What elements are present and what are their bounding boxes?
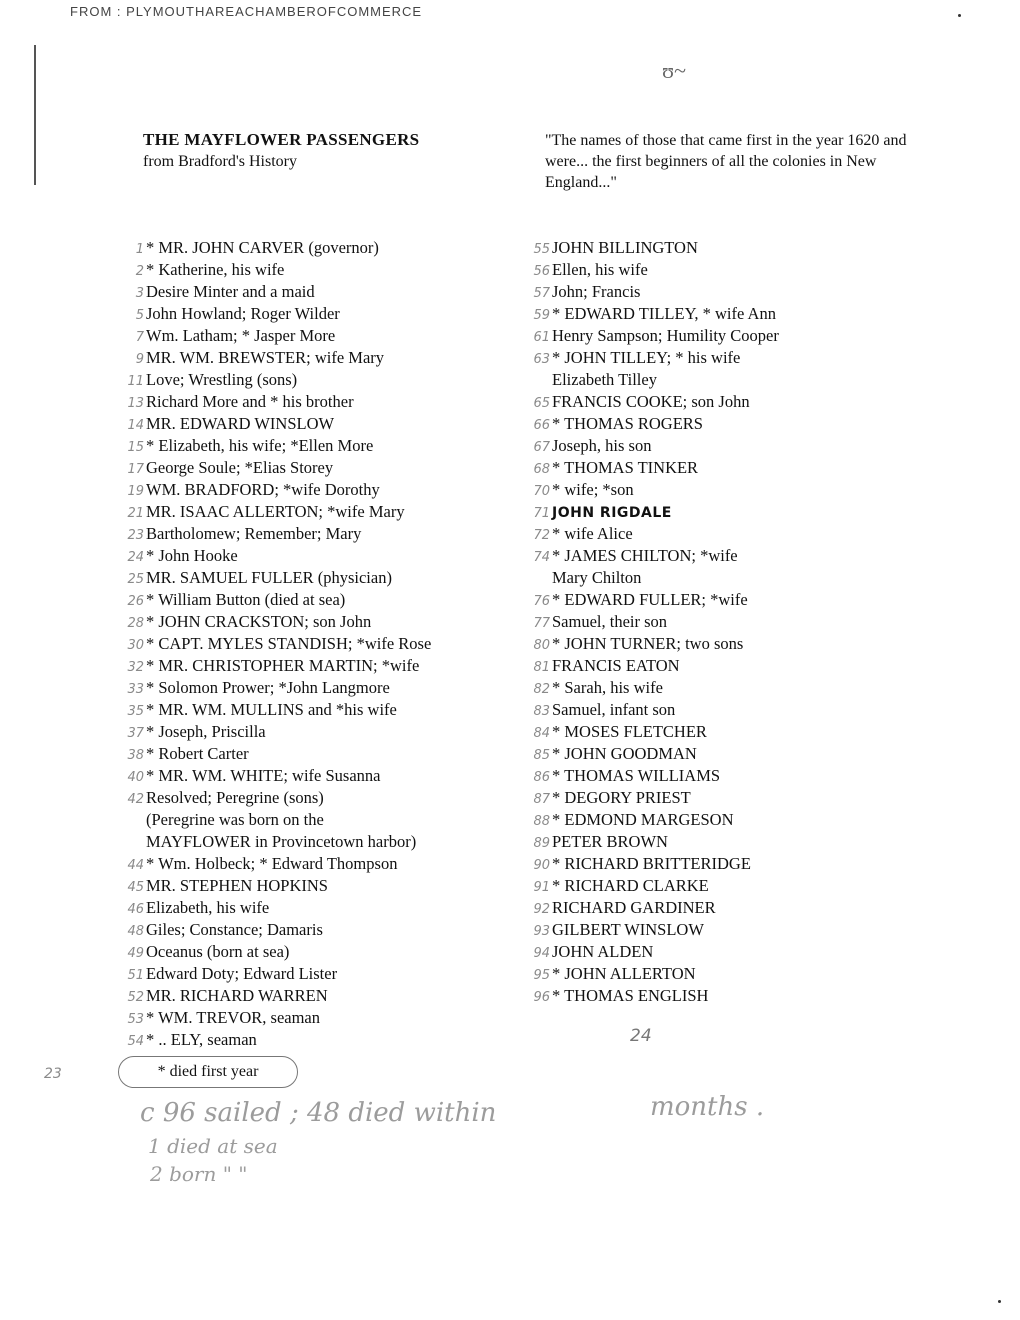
passenger-number: 46 xyxy=(127,902,144,917)
passenger-row xyxy=(116,809,516,831)
passenger-row xyxy=(116,633,516,655)
passenger-number: 40 xyxy=(127,770,144,785)
passenger-name: Samuel, their son xyxy=(552,612,668,631)
passenger-number: 93 xyxy=(533,924,550,939)
passenger-name: RICHARD GARDINER xyxy=(552,898,716,917)
passenger-row xyxy=(522,523,922,545)
passenger-name: PETER BROWN xyxy=(552,832,668,851)
passenger-list-right xyxy=(522,237,922,1007)
passenger-name: * JOHN TURNER; two sons xyxy=(552,634,744,653)
passenger-name: * Elizabeth, his wife; *Ellen More xyxy=(146,436,374,455)
passenger-name: * WM. TREVOR, seaman xyxy=(146,1008,320,1027)
passenger-number: 7 xyxy=(135,330,144,345)
passenger-number: 76 xyxy=(533,594,550,609)
passenger-row xyxy=(522,611,922,633)
passenger-number: 44 xyxy=(127,858,144,873)
pencil-note-line1: c 96 sailed ; 48 died within xyxy=(140,1098,497,1128)
passenger-row xyxy=(522,501,922,523)
passenger-name: * Robert Carter xyxy=(146,744,249,763)
passenger-name: FRANCIS COOKE; son John xyxy=(552,392,750,411)
passenger-name: * JAMES CHILTON; *wife xyxy=(552,546,738,565)
passenger-number: 70 xyxy=(533,484,550,499)
speck xyxy=(958,14,961,17)
passenger-name: * JOHN ALLERTON xyxy=(552,964,696,983)
passenger-name: Richard More and * his brother xyxy=(146,392,354,411)
passenger-row xyxy=(522,787,922,809)
passenger-number: 14 xyxy=(127,418,144,433)
passenger-row xyxy=(116,611,516,633)
passenger-row xyxy=(116,259,516,281)
passenger-row xyxy=(522,765,922,787)
passenger-name: JOHN BILLINGTON xyxy=(552,238,698,257)
passenger-row xyxy=(116,325,516,347)
passenger-row xyxy=(522,303,922,325)
passenger-name: * wife; *son xyxy=(552,480,634,499)
passenger-name: FRANCIS EATON xyxy=(552,656,680,675)
passenger-name: * THOMAS ROGERS xyxy=(552,414,703,433)
passenger-row xyxy=(116,303,516,325)
passenger-number: 82 xyxy=(533,682,550,697)
passenger-row xyxy=(522,237,922,259)
passenger-name: * JOHN TILLEY; * his wife xyxy=(552,348,741,367)
passenger-row xyxy=(522,259,922,281)
passenger-name: * EDMOND MARGESON xyxy=(552,810,734,829)
passenger-number: 21 xyxy=(127,506,144,521)
passenger-row xyxy=(116,545,516,567)
passenger-number: 81 xyxy=(533,660,550,675)
passenger-row xyxy=(522,743,922,765)
passenger-name: MR. WM. BREWSTER; wife Mary xyxy=(146,348,385,367)
passenger-name: * CAPT. MYLES STANDISH; *wife Rose xyxy=(146,634,432,653)
passenger-name: Resolved; Peregrine (sons) xyxy=(146,788,324,807)
passenger-name: * MR. WM. MULLINS and *his wife xyxy=(146,700,397,719)
passenger-number: 67 xyxy=(533,440,550,455)
passenger-name: Love; Wrestling (sons) xyxy=(146,370,298,389)
passenger-row xyxy=(116,589,516,611)
passenger-number: 61 xyxy=(533,330,550,345)
passenger-number: 65 xyxy=(533,396,550,411)
passenger-number: 5 xyxy=(135,308,144,323)
passenger-number: 84 xyxy=(533,726,550,741)
passenger-row xyxy=(116,985,516,1007)
passenger-number: 85 xyxy=(533,748,550,763)
passenger-name: Mary Chilton xyxy=(552,568,642,587)
passenger-row xyxy=(116,347,516,369)
passenger-row xyxy=(116,721,516,743)
passenger-row xyxy=(522,589,922,611)
passenger-name: Ellen, his wife xyxy=(552,260,648,279)
passenger-name: MAYFLOWER in Provincetown harbor) xyxy=(146,832,417,851)
passenger-row xyxy=(522,347,922,369)
passenger-name: Oceanus (born at sea) xyxy=(146,942,290,961)
passenger-number: 72 xyxy=(533,528,550,543)
passenger-number: 74 xyxy=(533,550,550,565)
bradford-quote: "The names of those that came first in the year 1620 and were... the first beginners of all the colonies in New England..." xyxy=(545,132,907,191)
passenger-number: 30 xyxy=(127,638,144,653)
passenger-name: Bartholomew; Remember; Mary xyxy=(146,524,362,543)
passenger-number: 42 xyxy=(127,792,144,807)
passenger-name: MR. ISAAC ALLERTON; *wife Mary xyxy=(146,502,405,521)
passenger-row xyxy=(116,831,516,853)
passenger-row xyxy=(522,897,922,919)
speck xyxy=(998,1300,1001,1303)
passenger-number: 28 xyxy=(127,616,144,631)
passenger-list-left xyxy=(116,237,516,1051)
passenger-number: 53 xyxy=(127,1012,144,1027)
passenger-row xyxy=(116,941,516,963)
passenger-name: Wm. Latham; * Jasper More xyxy=(146,326,336,345)
passenger-name: * Solomon Prower; *John Langmore xyxy=(146,678,390,697)
passenger-number: 71 xyxy=(533,506,550,521)
passenger-name: MR. EDWARD WINSLOW xyxy=(146,414,335,433)
passenger-row xyxy=(522,435,922,457)
passenger-number: 35 xyxy=(127,704,144,719)
passenger-row xyxy=(116,501,516,523)
pencil-note-line2: 1 died at sea xyxy=(148,1134,278,1158)
passenger-name: * THOMAS TINKER xyxy=(552,458,699,477)
passenger-number: 2 xyxy=(135,264,144,279)
passenger-row xyxy=(116,457,516,479)
passenger-number: 23 xyxy=(127,528,144,543)
fax-header: FROM : PLYMOUTHAREACHAMBEROFCOMMERCE xyxy=(70,4,423,19)
passenger-name: Giles; Constance; Damaris xyxy=(146,920,323,939)
passenger-name: WM. BRADFORD; *wife Dorothy xyxy=(146,480,380,499)
passenger-number: 48 xyxy=(127,924,144,939)
passenger-name: Elizabeth, his wife xyxy=(146,898,270,917)
scribble-mark: ʊ~ xyxy=(662,58,686,83)
passenger-name: * Wm. Holbeck; * Edward Thompson xyxy=(146,854,398,873)
passenger-number: 9 xyxy=(135,352,144,367)
passenger-number: 52 xyxy=(127,990,144,1005)
passenger-name: * JOHN CRACKSTON; son John xyxy=(146,612,372,631)
passenger-number: 19 xyxy=(127,484,144,499)
passenger-row xyxy=(116,963,516,985)
passenger-number: 1 xyxy=(135,242,144,257)
passenger-number: 54 xyxy=(127,1034,144,1049)
passenger-row xyxy=(522,413,922,435)
passenger-row xyxy=(522,809,922,831)
passenger-row xyxy=(522,853,922,875)
passenger-row xyxy=(116,677,516,699)
passenger-number: 91 xyxy=(533,880,550,895)
passenger-row xyxy=(116,1029,516,1051)
passenger-name: * THOMAS WILLIAMS xyxy=(552,766,721,785)
passenger-name: GILBERT WINSLOW xyxy=(552,920,704,939)
passenger-name: * Katherine, his wife xyxy=(146,260,285,279)
passenger-row xyxy=(522,655,922,677)
passenger-row xyxy=(522,721,922,743)
legend-died-first-year: * died first year xyxy=(118,1056,298,1088)
passenger-name: * William Button (died at sea) xyxy=(146,590,346,609)
passenger-number: 37 xyxy=(127,726,144,741)
passenger-number: 15 xyxy=(127,440,144,455)
passenger-number: 63 xyxy=(533,352,550,367)
passenger-number: 92 xyxy=(533,902,550,917)
page-subtitle: from Bradford's History xyxy=(143,153,297,170)
passenger-number: 24 xyxy=(127,550,144,565)
passenger-row xyxy=(116,435,516,457)
passenger-name: * John Hooke xyxy=(146,546,238,565)
passenger-row xyxy=(522,985,922,1007)
passenger-row xyxy=(522,567,922,589)
passenger-row xyxy=(116,765,516,787)
passenger-number: 17 xyxy=(127,462,144,477)
passenger-name: * JOHN GOODMAN xyxy=(552,744,697,763)
passenger-name: * MOSES FLETCHER xyxy=(552,722,707,741)
passenger-name: John Howland; Roger Wilder xyxy=(146,304,340,323)
passenger-row xyxy=(522,941,922,963)
passenger-row xyxy=(116,787,516,809)
passenger-row xyxy=(116,281,516,303)
passenger-number: 80 xyxy=(533,638,550,653)
passenger-row xyxy=(522,369,922,391)
passenger-name: * MR. CHRISTOPHER MARTIN; *wife xyxy=(146,656,420,675)
passenger-row xyxy=(116,479,516,501)
passenger-name: * MR. WM. WHITE; wife Susanna xyxy=(146,766,381,785)
passenger-name: (Peregrine was born on the xyxy=(146,810,324,829)
page-number: 24 xyxy=(630,1026,652,1046)
passenger-name: Samuel, infant son xyxy=(552,700,676,719)
passenger-name: * EDWARD TILLEY, * wife Ann xyxy=(552,304,776,323)
passenger-number: 33 xyxy=(127,682,144,697)
passenger-number: 49 xyxy=(127,946,144,961)
passenger-number: 77 xyxy=(533,616,550,631)
margin-rule xyxy=(34,45,36,185)
passenger-number: 88 xyxy=(533,814,550,829)
passenger-number: 94 xyxy=(533,946,550,961)
passenger-name: MR. SAMUEL FULLER (physician) xyxy=(146,568,392,587)
pencil-note-line3: 2 born " " xyxy=(150,1162,248,1186)
passenger-row xyxy=(522,963,922,985)
passenger-row xyxy=(116,919,516,941)
passenger-name: * RICHARD CLARKE xyxy=(552,876,709,895)
passenger-row xyxy=(116,1007,516,1029)
passenger-row xyxy=(116,567,516,589)
passenger-number: 45 xyxy=(127,880,144,895)
passenger-row xyxy=(116,391,516,413)
passenger-row xyxy=(522,479,922,501)
passenger-row xyxy=(116,413,516,435)
passenger-number: 96 xyxy=(533,990,550,1005)
passenger-number: 32 xyxy=(127,660,144,675)
passenger-row xyxy=(116,743,516,765)
passenger-number: 38 xyxy=(127,748,144,763)
passenger-number: 55 xyxy=(533,242,550,257)
passenger-number: 59 xyxy=(533,308,550,323)
passenger-number: 25 xyxy=(127,572,144,587)
passenger-name: * Joseph, Priscilla xyxy=(146,722,266,741)
passenger-row xyxy=(116,699,516,721)
passenger-number: 86 xyxy=(533,770,550,785)
passenger-row xyxy=(522,919,922,941)
passenger-name: Elizabeth Tilley xyxy=(552,370,657,389)
passenger-row xyxy=(522,325,922,347)
passenger-name: Joseph, his son xyxy=(552,436,652,455)
passenger-name: MR. STEPHEN HOPKINS xyxy=(146,876,328,895)
passenger-number: 66 xyxy=(533,418,550,433)
passenger-row xyxy=(522,545,922,567)
passenger-row xyxy=(116,523,516,545)
pencil-note-line4: months . xyxy=(650,1092,765,1122)
passenger-number: 3 xyxy=(135,286,144,301)
passenger-name: Edward Doty; Edward Lister xyxy=(146,964,338,983)
passenger-number: 95 xyxy=(533,968,550,983)
passenger-row xyxy=(522,391,922,413)
passenger-number: 13 xyxy=(127,396,144,411)
passenger-name: Desire Minter and a maid xyxy=(146,282,315,301)
margin-annotation: 23 xyxy=(44,1066,62,1082)
passenger-name: * .. ELY, seaman xyxy=(146,1030,257,1049)
passenger-row xyxy=(522,281,922,303)
passenger-row xyxy=(116,237,516,259)
passenger-row xyxy=(522,875,922,897)
passenger-row xyxy=(522,699,922,721)
passenger-name: * THOMAS ENGLISH xyxy=(552,986,709,1005)
passenger-name: * MR. JOHN CARVER (governor) xyxy=(146,238,379,257)
page-title: THE MAYFLOWER PASSENGERS xyxy=(143,130,420,149)
passenger-number: 89 xyxy=(533,836,550,851)
passenger-name: * EDWARD FULLER; *wife xyxy=(552,590,748,609)
passenger-name: JOHN RIGDALE xyxy=(552,505,672,521)
passenger-row xyxy=(522,677,922,699)
passenger-number: 56 xyxy=(533,264,550,279)
passenger-row xyxy=(116,853,516,875)
passenger-name: * RICHARD BRITTERIDGE xyxy=(552,854,751,873)
passenger-number: 57 xyxy=(533,286,550,301)
passenger-number: 26 xyxy=(127,594,144,609)
passenger-name: * DEGORY PRIEST xyxy=(552,788,691,807)
passenger-row xyxy=(116,897,516,919)
passenger-name: Henry Sampson; Humility Cooper xyxy=(552,326,779,345)
passenger-number: 11 xyxy=(127,374,144,389)
passenger-number: 83 xyxy=(533,704,550,719)
passenger-number: 90 xyxy=(533,858,550,873)
passenger-row xyxy=(522,457,922,479)
passenger-name: JOHN ALDEN xyxy=(552,942,654,961)
passenger-number: 51 xyxy=(127,968,144,983)
passenger-name: * Sarah, his wife xyxy=(552,678,663,697)
passenger-name: * wife Alice xyxy=(552,524,633,543)
passenger-row xyxy=(116,655,516,677)
passenger-name: John; Francis xyxy=(552,282,641,301)
passenger-name: MR. RICHARD WARREN xyxy=(146,986,328,1005)
passenger-name: George Soule; *Elias Storey xyxy=(146,458,334,477)
passenger-number: 87 xyxy=(533,792,550,807)
passenger-row xyxy=(522,633,922,655)
passenger-row xyxy=(522,831,922,853)
title-block xyxy=(143,130,419,171)
passenger-number: 68 xyxy=(533,462,550,477)
passenger-row xyxy=(116,369,516,391)
passenger-row xyxy=(116,875,516,897)
